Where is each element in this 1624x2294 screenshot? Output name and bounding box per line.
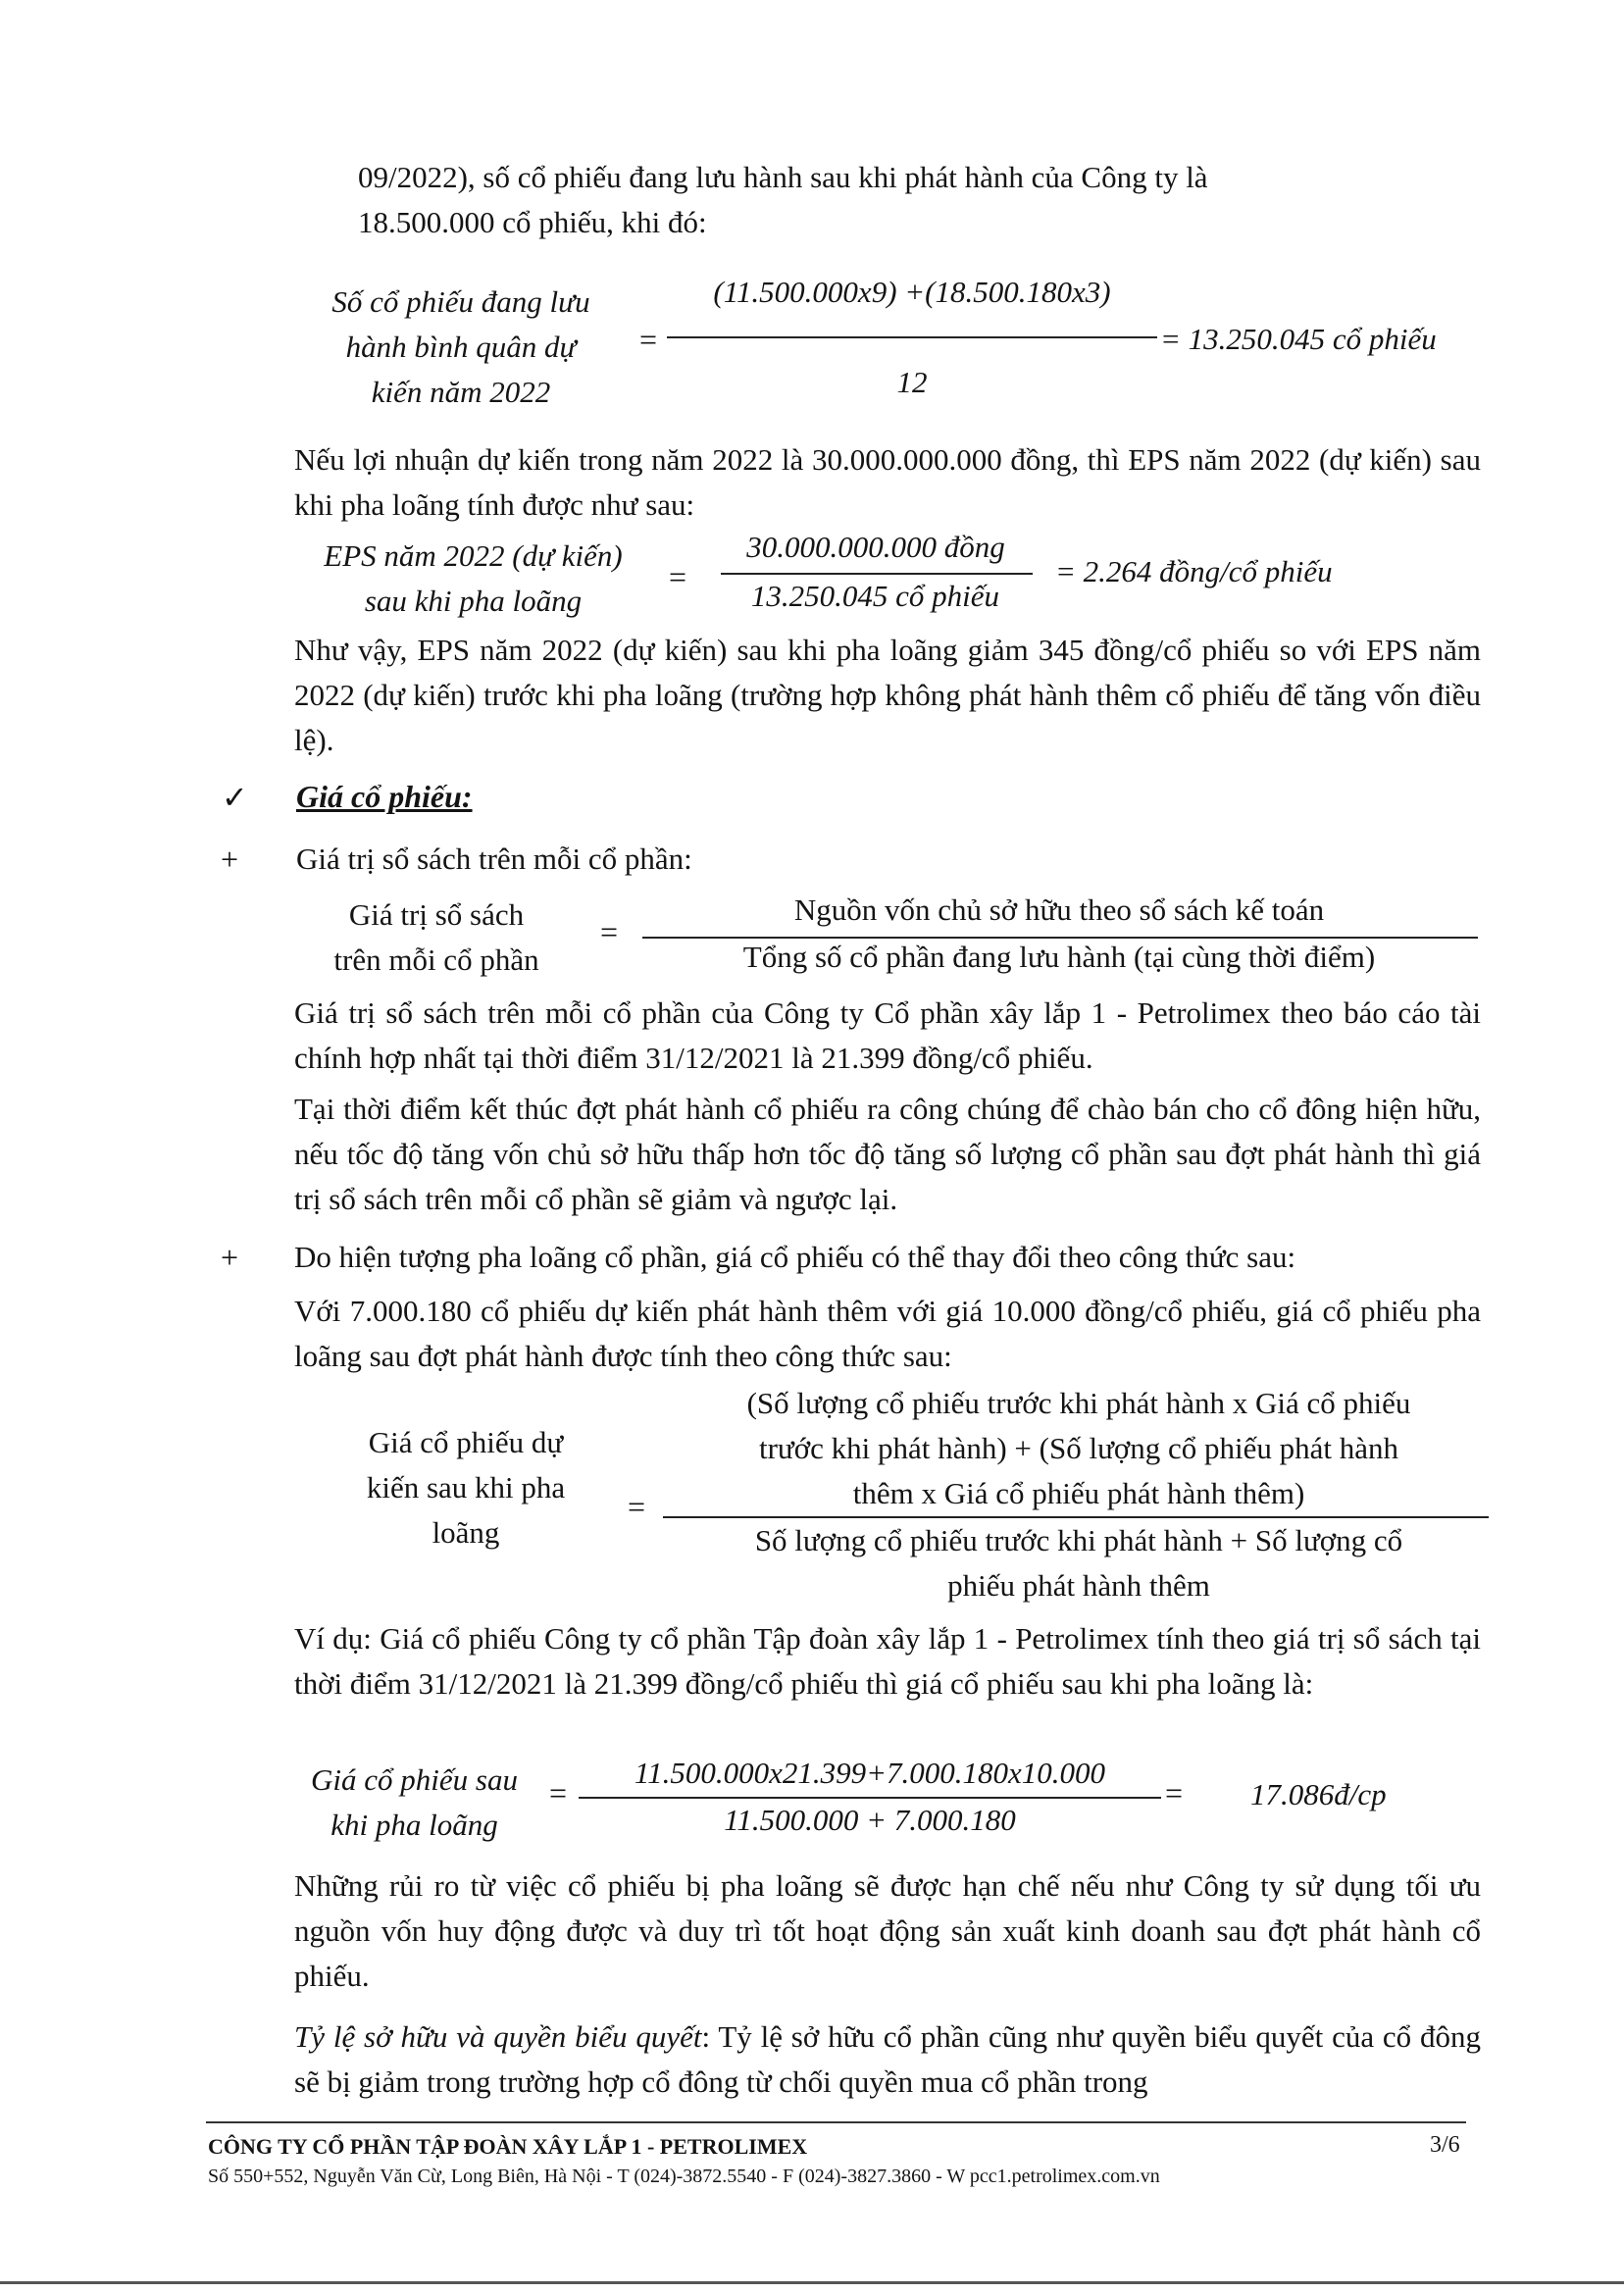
equals-sign: = [549, 1775, 568, 1810]
paragraph-lead-italic: Tỷ lệ sở hữu và quyền biểu quyết [294, 2019, 702, 2054]
paragraph-profit: Nếu lợi nhuận dự kiến trong năm 2022 là 30.000.000.000 đồng, thì EPS năm 2022 (dự kiến) sau khi pha loãng tính được như sau: [294, 442, 1481, 522]
formula-label-line: khi pha loãng [330, 1808, 498, 1842]
formula-result: 17.086đ/cp [1250, 1777, 1387, 1811]
formula-numerator: Nguồn vốn chủ sở hữu theo sổ sách kế toán [793, 892, 1325, 927]
check-mark-icon: ✓ [222, 780, 248, 815]
bullet-text: Do hiện tượng pha loãng cổ phần, giá cổ phiếu có thể thay đổi theo công thức sau: [294, 1240, 1296, 1274]
paragraph-rest: : Tỷ lệ sở hữu cổ phần cũng như quyền biểu quyết của cổ đông sẽ bị giảm trong trường hợp cổ đông từ chối quyền mua cổ phần trong [294, 2019, 1481, 2099]
paragraph-book-value: Giá trị sổ sách trên mỗi cổ phần của Công ty Cổ phần xây lắp 1 - Petrolimex theo báo cáo tài chính hợp nhất tại thời điểm 31/12/2021 là 21.399 đồng/cổ phiếu. [294, 995, 1481, 1075]
section-heading: Giá cổ phiếu: [296, 779, 473, 814]
formula-label-line: Giá cổ phiếu sau [311, 1762, 518, 1797]
fraction-bar [642, 937, 1478, 939]
paragraph-line: 18.500.000 cổ phiếu, khi đó: [358, 205, 707, 239]
formula-numerator-line: trước khi phát hành) + (Số lượng cổ phiếu phát hành [758, 1431, 1399, 1465]
formula-denominator: 12 [896, 365, 928, 399]
fraction-bar [721, 573, 1033, 575]
formula-label-line: loãng [431, 1515, 500, 1550]
formula-label-line: EPS năm 2022 (dự kiến) [324, 538, 623, 573]
formula-numerator: (11.500.000x9) +(18.500.180x3) [713, 275, 1111, 309]
formula-label-line: kiến năm 2022 [371, 375, 551, 409]
formula-label-line: trên mỗi cổ phần [333, 943, 539, 977]
paragraph-ownership [294, 2014, 1481, 2105]
formula-numerator: 11.500.000x21.399+7.000.180x10.000 [634, 1756, 1106, 1790]
equals-sign: = [628, 1489, 646, 1524]
equals-sign: = [669, 559, 687, 594]
paragraph-risk: Những rủi ro từ việc cổ phiếu bị pha loãng sẽ được hạn chế nếu như Công ty sử dụng tối ưu nguồn vốn huy động được và duy trì tốt hoạt động sản xuất kinh doanh sau đợt phát hành cổ phiếu. [294, 1868, 1481, 1993]
formula-denominator [667, 1518, 1491, 1608]
paragraph-issuance: Tại thời điểm kết thúc đợt phát hành cổ phiếu ra công chúng để chào bán cho cổ đông hiện hữu, nếu tốc độ tăng vốn chủ sở hữu thấp hơn tốc độ tăng số lượng cổ phần sau đợt phát hành thì giá trị sổ sách trên mỗi cổ phần sẽ giảm và ngược lại. [294, 1092, 1481, 1216]
formula-numerator-line: (Số lượng cổ phiếu trước khi phát hành x Giá cổ phiếu [746, 1386, 1411, 1420]
paragraph-example: Ví dụ: Giá cổ phiếu Công ty cổ phần Tập đoàn xây lắp 1 - Petrolimex tính theo giá trị sổ sách tại thời điểm 31/12/2021 là 21.399 đồng/cổ phiếu thì giá cổ phiếu sau khi pha loãng là: [294, 1621, 1481, 1701]
formula-denominator: 13.250.045 cổ phiếu [750, 579, 1000, 613]
formula-numerator [667, 1381, 1491, 1516]
footer-divider [206, 2121, 1466, 2123]
formula-label-price-after [279, 1758, 549, 1848]
page-number: 3/6 [1430, 2132, 1460, 2158]
formula-label-line: Số cổ phiếu đang lưu [331, 284, 590, 319]
formula-numerator-line: thêm x Giá cổ phiếu phát hành thêm) [852, 1476, 1305, 1510]
equals-sign: = [1165, 1775, 1184, 1810]
paragraph-line: 09/2022), số cổ phiếu đang lưu hành sau khi phát hành của Công ty là [358, 160, 1208, 194]
paragraph-new-shares: Với 7.000.180 cổ phiếu dự kiến phát hành thêm với giá 10.000 đồng/cổ phiếu, giá cổ phiếu pha loãng sau đợt phát hành được tính theo công thức sau: [294, 1294, 1481, 1373]
formula-label-line: kiến sau khi pha [366, 1470, 566, 1504]
paragraph-continuation [358, 155, 1505, 245]
formula-label-line: Giá trị sổ sách [348, 897, 525, 932]
formula-numerator: 30.000.000.000 đồng [746, 530, 1005, 564]
bullet-text: Giá trị sổ sách trên mỗi cổ phần: [296, 841, 692, 876]
formula-denominator-line: phiếu phát hành thêm [947, 1568, 1210, 1603]
formula-label-book-value [294, 892, 579, 983]
formula-label-diluted-price [324, 1420, 608, 1555]
bullet-plus-icon: + [221, 841, 239, 877]
scan-edge-line [0, 2281, 1624, 2284]
formula-result: = 13.250.045 cổ phiếu [1160, 322, 1437, 356]
formula-label-line: sau khi pha loãng [364, 584, 583, 618]
equals-sign: = [639, 322, 658, 357]
bullet-plus-icon: + [221, 1240, 239, 1275]
paragraph-eps-conclusion: Như vậy, EPS năm 2022 (dự kiến) sau khi pha loãng giảm 345 đồng/cổ phiếu so với EPS năm 2022 (dự kiến) trước khi pha loãng (trường hợp không phát hành thêm cổ phiếu để tăng vốn điều lệ). [294, 633, 1481, 757]
equals-sign: = [600, 914, 619, 949]
formula-label-shares [294, 280, 628, 415]
formula-label-eps [284, 534, 662, 624]
formula-label-line: Giá cổ phiếu dự [368, 1425, 564, 1459]
formula-result: = 2.264 đồng/cổ phiếu [1055, 554, 1333, 588]
formula-denominator-line: Số lượng cổ phiếu trước khi phát hành + Số lượng cổ [754, 1523, 1403, 1557]
formula-denominator: Tổng số cổ phần đang lưu hành (tại cùng thời điểm) [742, 940, 1376, 974]
fraction-bar [667, 336, 1157, 338]
footer-company: CÔNG TY CỔ PHẦN TẬP ĐOÀN XÂY LẮP 1 - PETROLIMEX [208, 2134, 808, 2159]
footer-address: Số 550+552, Nguyễn Văn Cừ, Long Biên, Hà Nội - T (024)-3872.5540 - F (024)-3827.3860 - W pcc1.petrolimex.com.vn [208, 2166, 1160, 2187]
fraction-bar [579, 1797, 1161, 1799]
formula-denominator: 11.500.000 + 7.000.180 [724, 1803, 1016, 1837]
formula-label-line: hành bình quân dự [345, 330, 577, 364]
